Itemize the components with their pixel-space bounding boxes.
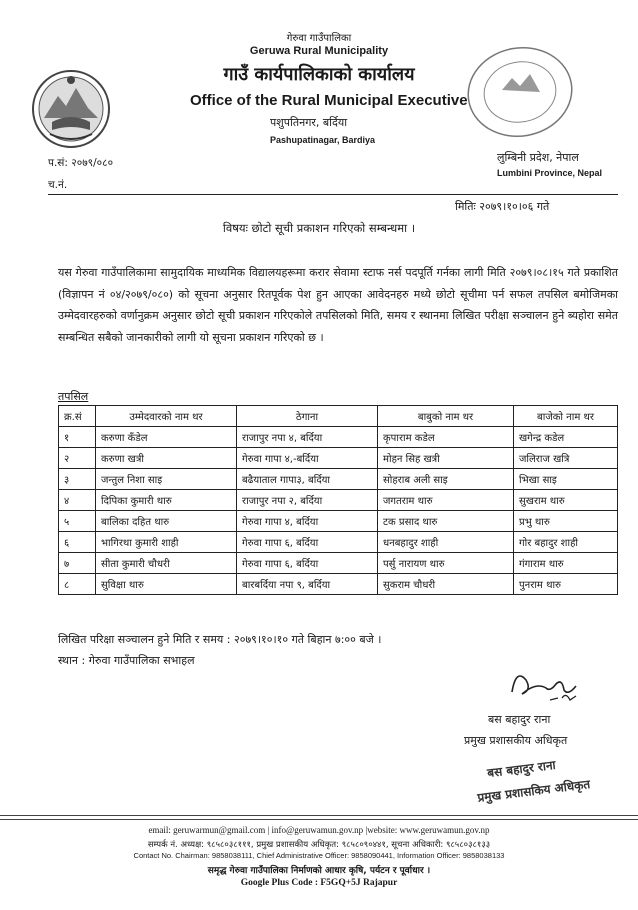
municipality-name-en: Geruwa Rural Municipality	[249, 45, 389, 57]
address-np: पशुपतिनगर, बर्दिया	[270, 116, 348, 129]
cell-grandfather-name: जलिराज खत्रि	[514, 448, 618, 469]
table-row	[59, 427, 618, 448]
footer-slogan: समृद्ध गेरुवा गाउँपालिका निर्माणको आधार कृषि, पर्यटन र पूर्वाधार ।	[207, 866, 431, 876]
province-np: लुम्बिनी प्रदेश, नेपाल	[497, 151, 579, 164]
table-row	[59, 490, 618, 511]
cell-grandfather-name: भिखा साइ	[514, 469, 618, 490]
cell-address: राजापुर नपा २, बर्दिया	[237, 490, 378, 511]
notice-subject: विषयः छोटो सूची प्रकाशन गरिएको सम्बन्धमा ।	[222, 221, 416, 235]
cell-grandfather-name: गोर बहादुर शाही	[514, 532, 618, 553]
signatory-title: प्रमुख प्रशासकीय अधिकृत	[464, 734, 568, 747]
officer-name-seal	[473, 752, 608, 810]
cell-address: बारबर्दिया नपा ९, बर्दिया	[237, 574, 378, 595]
footer-contact-np: सम्पर्क नं. अध्यक्ष: ९८५८०३८१११, प्रमुख प्रशासकीय अधिकृत: ९८५८०९०४४१, सूचना अधिकारी: ९८५८०३८१३३	[147, 840, 491, 850]
signatory-name: बस बहादुर राना	[488, 713, 551, 726]
office-name-en: Office of the Rural Municipal Executive	[190, 92, 468, 109]
table-header-row	[59, 406, 618, 427]
cell-address: गेरुवा गापा ४, बर्दिया	[237, 511, 378, 532]
handwritten-signature	[506, 662, 586, 708]
footer-contact-en: Contact No. Chairman: 9858038111, Chief Administrative Officer: 9858090441, Information Officer: 9858038133	[133, 851, 505, 860]
cell-candidate-name: दिपिका कुमारी थारु	[96, 490, 237, 511]
cell-father-name: पर्सु नारायण थारु	[378, 553, 514, 574]
table-row	[59, 553, 618, 574]
dispatch-number: च.नं.	[48, 179, 68, 191]
table-row	[59, 511, 618, 532]
seal-title: प्रमुख प्रशासकिय अधिकृत	[476, 777, 591, 805]
cell-candidate-name: करुणा कँडेल	[96, 427, 237, 448]
cell-serial: ३	[59, 469, 96, 490]
address-en: Pashupatinagar, Bardiya	[270, 135, 376, 145]
cell-grandfather-name: सुखराम थारु	[514, 490, 618, 511]
cell-candidate-name: करुणा खत्री	[96, 448, 237, 469]
footer-divider-thin	[0, 819, 638, 820]
seal-name: बस बहादुर राना	[486, 757, 557, 781]
header-grandfather-name: बाजेको नाम थर	[514, 406, 618, 427]
cell-address: बढैयाताल गापा३, बर्दिया	[237, 469, 378, 490]
exam-venue-line: स्थान : गेरुवा गाउँपालिका सभाहल	[58, 654, 195, 667]
cell-father-name: सोहराब अली साइ	[378, 469, 514, 490]
cell-address: गेरुवा गापा ६, बर्दिया	[237, 553, 378, 574]
cell-serial: ६	[59, 532, 96, 553]
cell-serial: १	[59, 427, 96, 448]
cell-father-name: कृपाराम कडेल	[378, 427, 514, 448]
table-row	[59, 469, 618, 490]
municipality-name-np: गेरुवा गाउँपालिका	[286, 33, 352, 44]
reference-number: प.सं: २०७९/०८०	[48, 157, 114, 169]
cell-grandfather-name: गंगाराम थारु	[514, 553, 618, 574]
cell-father-name: टक प्रसाद थारु	[378, 511, 514, 532]
exam-schedule-line: लिखित परिक्षा सञ्चालन हुने मिति र समय : २०७९।१०।१० गते बिहान ७:०० बजे ।	[58, 633, 382, 646]
cell-serial: ५	[59, 511, 96, 532]
table-row	[59, 448, 618, 469]
header-serial: क्र.सं	[59, 406, 96, 427]
cell-candidate-name: सीता कुमारी चौधरी	[96, 553, 237, 574]
table-row	[59, 574, 618, 595]
cell-address: राजापुर नपा ४, बर्दिया	[237, 427, 378, 448]
cell-father-name: धनबहादुर शाही	[378, 532, 514, 553]
cell-serial: ८	[59, 574, 96, 595]
cell-address: गेरुवा गापा ६, बर्दिया	[237, 532, 378, 553]
footer-contact-email: email: geruwarmun@gmail.com | info@geruwamun.gov.np |website: www.geruwamun.gov.np	[148, 825, 490, 835]
cell-father-name: जगतराम थारु	[378, 490, 514, 511]
cell-grandfather-name: खगेन्द्र कडेल	[514, 427, 618, 448]
header-divider	[48, 194, 618, 195]
cell-serial: ४	[59, 490, 96, 511]
cell-father-name: मोहन सिह खत्री	[378, 448, 514, 469]
cell-candidate-name: भागिरथा कुमारी शाही	[96, 532, 237, 553]
notice-body: यस गेरुवा गाउँपालिकामा सामुदायिक माध्यमिक विद्यालयहरूमा करार सेवामा स्टाफ नर्स पदपूर्ति गर्नका लागी मिति २०७९।०८।१५ गते प्रकाशित (विज्ञापन नं ०४/२०७९/०८०) को सूचना अनुसार रितपूर्वक पेश हुन आएका आवेदनहरु मध्ये छोटो सूचीमा पर्न सफल तपसिल बमोजिमका उम्मेदवारहरुको वर्णानुक्रम अनुसार छोटो सूची प्रकाशन गरिएकोले तपसिलको मिति, समय र स्थानमा लिखित परीक्षा सञ्चालन हुने ब्यहोरा समेत सम्बन्धित सबैको जानकारीको लागी यो सूचना प्रकाशन गरिएको छ ।	[58, 266, 618, 344]
cell-serial: ७	[59, 553, 96, 574]
cell-serial: २	[59, 448, 96, 469]
footer-plus-code: Google Plus Code : F5GQ+5J Rajapur	[240, 878, 398, 888]
notice-date: मितिः २०७९।१०।०६ गते	[455, 200, 550, 213]
list-heading: तपसिल	[58, 390, 89, 403]
cell-grandfather-name: पुनराम थारु	[514, 574, 618, 595]
header-address: ठेगाना	[237, 406, 378, 427]
cell-candidate-name: बालिका दहित थारु	[96, 511, 237, 532]
table-row	[59, 532, 618, 553]
footer-divider	[0, 815, 638, 816]
header-candidate-name: उम्मेदवारको नाम थर	[96, 406, 237, 427]
cell-address: गेरुवा गापा ४,-बर्दिया	[237, 448, 378, 469]
cell-father-name: सुकराम चौधरी	[378, 574, 514, 595]
cell-grandfather-name: प्रभु थारु	[514, 511, 618, 532]
province-en: Lumbini Province, Nepal	[497, 168, 603, 178]
cell-candidate-name: सुविक्षा थारु	[96, 574, 237, 595]
cell-candidate-name: जन्तुल निशा साइ	[96, 469, 237, 490]
office-name-np: गाउँ कार्यपालिकाको कार्यालय	[223, 64, 415, 85]
shortlist-table	[58, 405, 618, 595]
header-father-name: बाबुको नाम थर	[378, 406, 514, 427]
